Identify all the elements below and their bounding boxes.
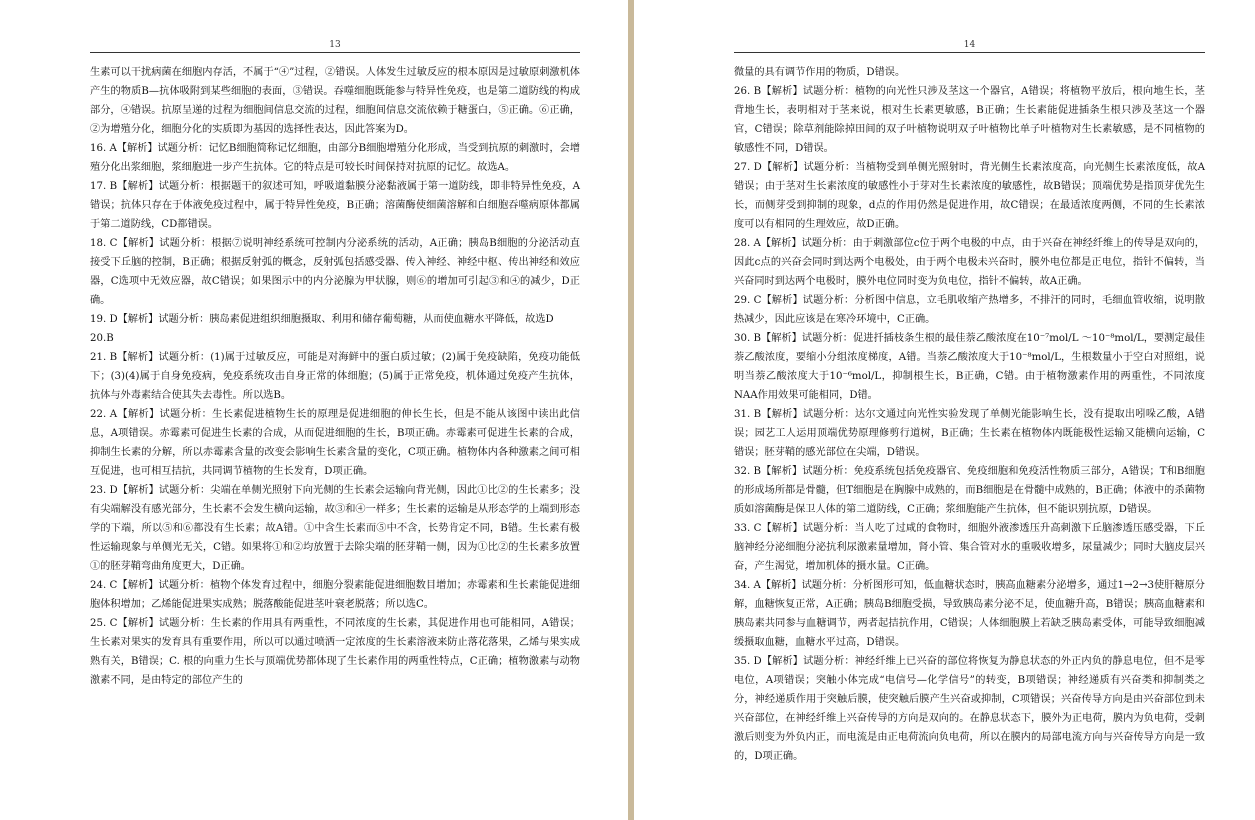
paragraph: 19. D【解析】试题分析：胰岛素促进组织细胞摄取、利用和储存葡萄糖，从而使血糖水平降低，故选D (90, 314, 554, 325)
page-body (734, 63, 1205, 766)
paragraph: 23. D【解析】试题分析：尖端在单侧光照射下向光侧的生长素会运输向背光侧，因此①比②的生长素多；没有尖端解没有感光部分，生长素不会发生横向运输，故③和④一样多；生长素的运输是从形态学的上端到形态学的下端，所以⑤和⑥都没有生长素；故A错。①中含生长素而⑤中不含，长势肯定不同，B错。生长素有极性运输现象与单侧光无关，C错。如果将①和②均放置于去除尖端的胚芽鞘一侧，因为①比②的生长素多放置①的胚芽鞘弯曲角度更大，D正确。 (90, 485, 580, 572)
paragraph: 16. A【解析】试题分析：记忆B细胞简称记忆细胞，由部分B细胞增殖分化形成，当受到抗原的刺激时，会增殖分化出浆细胞，浆细胞进一步产生抗体。它的特点是可较长时间保持对抗原的记忆。故选A。 (90, 143, 581, 173)
paragraph: 33. C【解析】试题分析：当人吃了过咸的食物时，细胞外液渗透压升高刺激下丘脑渗透压感受器，下丘脑神经分泌细胞分泌抗利尿激素量增加，肾小管、集合管对水的重吸收增多，尿量减少；同时大脑皮层兴奋，产生渴觉，增加机体的摄水量。C正确。 (734, 523, 1205, 572)
header-rule (734, 52, 1205, 53)
paragraph: 21. B【解析】试题分析：(1)属于过敏反应，可能是对海鲜中的蛋白质过敏；(2)属于免疫缺陷，免疫功能低下；(3)(4)属于自身免疫病，免疫系统攻击自身正常的体细胞；(5)属于正常免疫，机体通过免疫产生抗体，抗体与外毒素结合使其失去毒性。所以选B。 (90, 352, 580, 401)
paragraph: 29. C【解析】试题分析：分析图中信息，立毛肌收缩产热增多，不排汗的同时，毛细血管收缩，说明散热减少，因此应该是在寒冷环境中，C正确。 (734, 295, 1205, 325)
paragraph: 20.B (90, 333, 114, 344)
paragraph: 25. C【解析】试题分析：生长素的作用具有两重性，不同浓度的生长素，其促进作用也可能相同，A错误；生长素对果实的发育具有重要作用，所以可以通过喷洒一定浓度的生长素溶液来防止落花落果，乙烯与果实成熟有关，B错误；C. 根的向重力生长与顶端优势都体现了生长素作用的两重性特点，C正确；植物激素与动物激素不同，是由特定的部位产生的 (90, 618, 580, 686)
paragraph: 28. A【解析】试题分析：由于刺激部位c位于两个电极的中点，由于兴奋在神经纤维上的传导是双向的，因此c点的兴奋会同时到达两个电极处，由于两个电极未兴奋时，膜外电位都是正电位，指针不偏转，当兴奋同时到达两个电极时，膜外电位同时变为负电位，指针不偏转，故A正确。 (734, 238, 1205, 287)
paragraph: 32. B【解析】试题分析：免疫系统包括免疫器官、免疫细胞和免疫活性物质三部分，A错误；T和B细胞的形成场所都是骨髓，但T细胞是在胸腺中成熟的，而B细胞是在骨髓中成熟的，B正确；体液中的杀菌物质如溶菌酶是保卫人体的第二道防线，C正确；浆细胞能产生抗体，但不能识别抗原，D错误。 (734, 466, 1205, 515)
page-number: 13 (329, 40, 341, 50)
paragraph: 30. B【解析】试题分析：促进扦插枝条生根的最佳萘乙酸浓度在10⁻⁷mol/L ～10⁻⁸mol/L，要测定最佳萘乙酸浓度，要缩小分组浓度梯度，A错。当萘乙酸浓度大于10⁻⁸mol/L，生根数量小于空白对照组，说明当萘乙酸浓度大于10⁻⁶mol/L，抑制根生长，B正确，C错。由于植物激素作用的两重性，不同浓度NAA作用效果可能相同，D错。 (734, 333, 1205, 401)
paragraph: 27. D【解析】试题分析：当植物受到单侧光照射时，背光侧生长素浓度高，向光侧生长素浓度低，故A错误；由于茎对生长素浓度的敏感性小于芽对生长素浓度的敏感性，故B错误；顶端优势是指顶芽优先生长，而侧芽受到抑制的现象，d点的作用仍然是促进作用，故C错误；在最适浓度两侧，不同的生长素浓度可以有相同的生理效应，故D正确。 (734, 162, 1205, 230)
paragraph: 微量的具有调节作用的物质，D错误。 (734, 67, 906, 78)
page-number: 14 (963, 40, 976, 50)
paragraph: 生素可以干扰病菌在细胞内存活，不属于“④”过程，②错误。人体发生过敏反应的根本原因是过敏原刺激机体产生的物质B—抗体吸附到某些细胞的表面，③错误。吞噬细胞既能参与特异性免疫，也是第二道防线的构成部分，④错误。抗原呈递的过程为细胞间信息交流的过程，细胞间信息交流依赖于糖蛋白，⑤正确。⑥正确，②为增殖分化，细胞分化的实质即为基因的选择性表达，因此答案为D。 (90, 67, 580, 135)
paragraph: 26. B【解析】试题分析：植物的向光性只涉及茎这一个器官，A错误；将植物平放后，根向地生长，茎背地生长，表明相对于茎来说，根对生长素更敏感，B正确；生长素能促进插条生根只涉及茎这一个器官，C错误；除草剂能除掉田间的双子叶植物说明双子叶植物比单子叶植物对生长素敏感，是不同植物的敏感性不同，D错误。 (734, 86, 1205, 154)
paragraph: 31. B【解析】试题分析：达尔文通过向光性实验发现了单侧光能影响生长，没有提取出吲哚乙酸，A错误；园艺工人运用顶端优势原理修剪行道树，B正确；生长素在植物体内既能极性运输又能横向运输，C错误；胚芽鞘的感光部位在尖端，D错误。 (734, 409, 1205, 458)
paragraph: 24. C【解析】试题分析：植物个体发育过程中，细胞分裂素能促进细胞数目增加；赤霉素和生长素能促进细胞体积增加；乙烯能促进果实成熟；脱落酸能促进茎叶衰老脱落；所以选C。 (90, 580, 580, 610)
paragraph: 34. A【解析】试题分析：分析图形可知，低血糖状态时，胰高血糖素分泌增多，通过1→2→3使肝糖原分解，血糖恢复正常，A正确；胰岛B细胞受损，导致胰岛素分泌不足，使血糖升高，B错误；胰高血糖素和胰岛素共同参与血糖调节，两者起拮抗作用，C错误；人体细胞膜上若缺乏胰岛素受体，可能导致细胞减缓摄取血糖，血糖水平过高，D错误。 (734, 580, 1205, 648)
paragraph: 35. D【解析】试题分析：神经纤维上已兴奋的部位将恢复为静息状态的外正内负的静息电位，但不是零电位，A项错误；突触小体完成“电信号—化学信号”的转变，B项错误；神经递质有兴奋类和抑制类之分，神经递质作用于突触后膜，使突触后膜产生兴奋或抑制，C项错误；兴奋传导方向是由兴奋部位到未兴奋部位，在神经纤维上兴奋传导的方向是双向的。在静息状态下，膜外为正电荷，膜内为负电荷，受刺激后则变为外负内正，而电流是由正电荷流向负电荷，所以在膜内的局部电流方向与兴奋传导方向是一致的，D项正确。 (734, 656, 1205, 762)
page-right (634, 0, 1255, 820)
header-rule (90, 52, 580, 53)
paragraph: 22. A【解析】试题分析：生长素促进植物生长的原理是促进细胞的伸长生长，但是不能从该图中读出此信息，A项错误。赤霉素可促进生长素的合成，从而促进细胞的生长，B项正确。赤霉素可促进生长素的合成，抑制生长素的分解，所以赤霉素含量的改变会影响生长素含量的变化，C项正确。植物体内各种激素之间可相互促进，也可相互拮抗，共同调节植物的生长发育，D项正确。 (90, 409, 580, 477)
page-body (90, 63, 580, 690)
paragraph: 17. B【解析】试题分析：根据题干的叙述可知，呼吸道黏膜分泌黏液属于第一道防线，即非特异性免疫，A错误；抗体只存在于体液免疫过程中，属于特异性免疫，B正确；溶菌酶使细菌溶解和白细胞吞噬病原体都属于第二道防线，CD都错误。 (90, 181, 580, 230)
paragraph: 18. C【解析】试题分析：根据⑦说明神经系统可控制内分泌系统的活动，A正确；胰岛B细胞的分泌活动直接受下丘脑的控制，B正确；根据反射弧的概念，反射弧包括感受器、传入神经、神经中枢、传出神经和效应器，C选项中无效应器，故C错误；如果图示中的内分泌腺为甲状腺，则⑥的增加可引起③和④的减少，D正确。 (90, 238, 580, 306)
